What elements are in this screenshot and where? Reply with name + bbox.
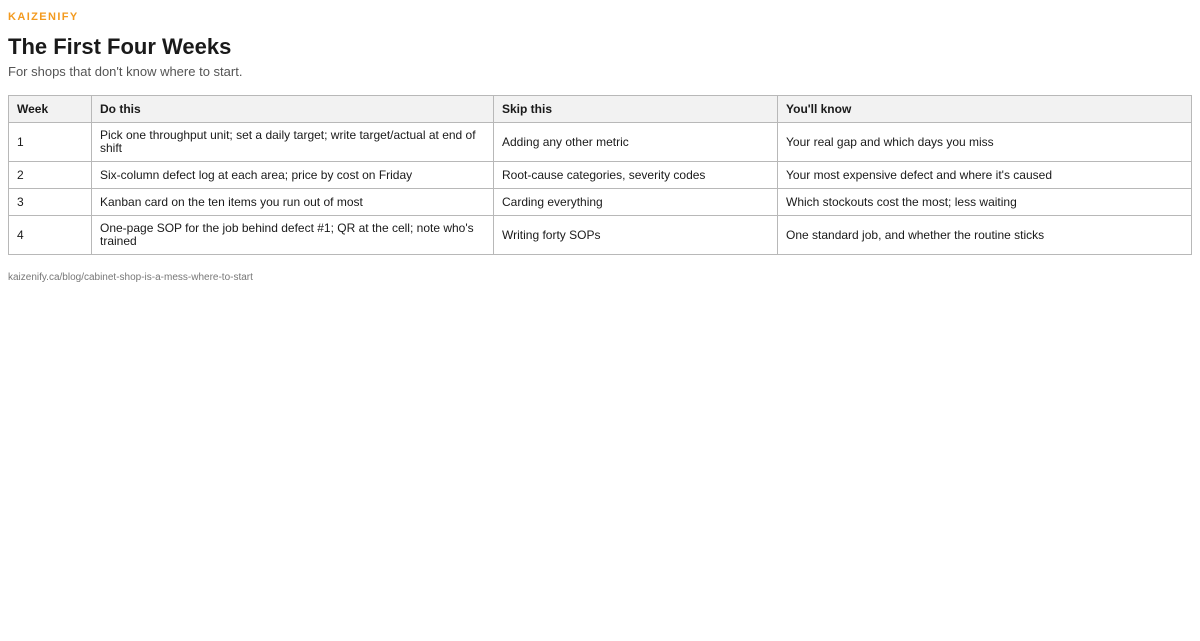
cell-do-this: Pick one throughput unit; set a daily target; write target/actual at end of shift [92,123,494,162]
cell-youll-know: Your most expensive defect and where it's caused [778,162,1192,189]
header-do-this: Do this [92,96,494,123]
table-header-row [9,96,1192,123]
cell-week: 2 [9,162,92,189]
table-row [9,216,1192,255]
cell-do-this: Six-column defect log at each area; price by cost on Friday [92,162,494,189]
cell-do-this: One-page SOP for the job behind defect #1; QR at the cell; note who's trained [92,216,494,255]
table-row [9,123,1192,162]
cell-skip-this: Carding everything [494,189,778,216]
table-row [9,162,1192,189]
cell-week: 4 [9,216,92,255]
page-subtitle: For shops that don't know where to start. [8,64,243,79]
cell-do-this: Kanban card on the ten items you run out of most [92,189,494,216]
cell-skip-this: Adding any other metric [494,123,778,162]
header-youll-know: You'll know [778,96,1192,123]
cell-week: 1 [9,123,92,162]
cell-skip-this: Writing forty SOPs [494,216,778,255]
table-row [9,189,1192,216]
cell-week: 3 [9,189,92,216]
header-skip-this: Skip this [494,96,778,123]
brand-logo-text: KAIZENIFY [8,11,79,23]
header-week: Week [9,96,92,123]
page-title: The First Four Weeks [8,34,232,59]
page [0,11,1200,284]
four-weeks-table [8,95,1192,255]
source-url: kaizenify.ca/blog/cabinet-shop-is-a-mess-where-to-start [8,272,253,283]
cell-youll-know: One standard job, and whether the routine sticks [778,216,1192,255]
cell-youll-know: Which stockouts cost the most; less waiting [778,189,1192,216]
cell-skip-this: Root-cause categories, severity codes [494,162,778,189]
cell-youll-know: Your real gap and which days you miss [778,123,1192,162]
